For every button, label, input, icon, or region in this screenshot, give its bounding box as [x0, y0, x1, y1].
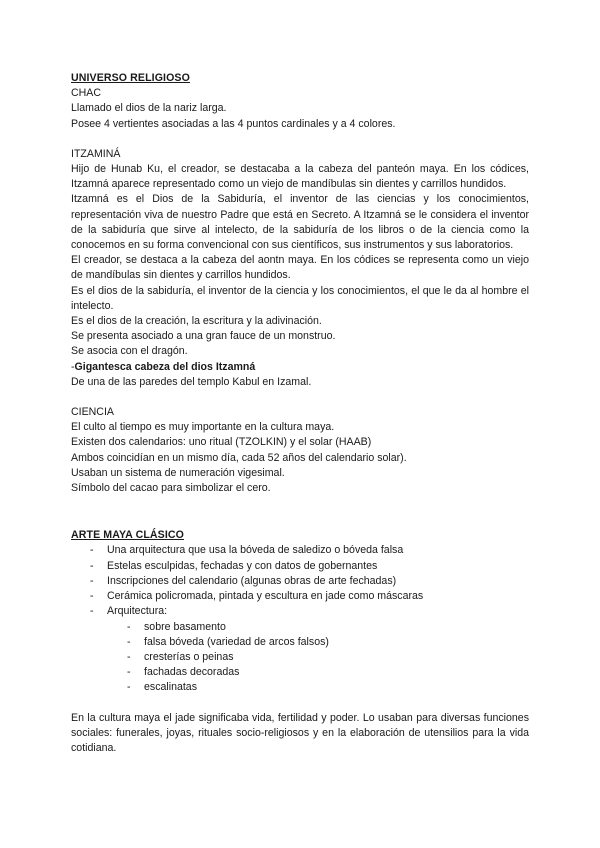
list-item: - Estelas esculpidas, fechadas y con datos de gobernantes [71, 559, 529, 574]
section-title-universo: UNIVERSO RELIGIOSO [71, 72, 190, 84]
ciencia-line: Símbolo del cacao para simbolizar el cero. [71, 482, 271, 495]
caption-sub: De una de las paredes del templo Kabul en Izamal. [71, 375, 312, 388]
document-page [71, 71, 529, 756]
ciencia-line: Usaban un sistema de numeración vigesimal. [71, 466, 285, 479]
itzamna-line: Se presenta asociado a una gran fauce de un monstruo. [71, 330, 336, 343]
itzamna-line: Se asocia con el dragón. [71, 345, 188, 358]
ciencia-heading: CIENCIA [71, 406, 114, 419]
arquitectura-sublist [71, 620, 529, 696]
arte-list [71, 543, 529, 619]
chac-line: Llamado el dios de la nariz larga. [71, 102, 227, 115]
list-item: - Inscripciones del calendario (algunas obras de arte fechadas) [71, 574, 529, 589]
ciencia-line: El culto al tiempo es muy importante en la cultura maya. [71, 421, 335, 434]
itzamna-line: Es el dios de la creación, la escritura y la adivinación. [71, 315, 322, 328]
chac-line: Posee 4 vertientes asociadas a las 4 puntos cardinales y a 4 colores. [71, 117, 396, 130]
itzamna-paragraph: Hijo de Hunab Ku, el creador, se destacaba a la cabeza del panteón maya. En los códices, Itzamná aparece representado como un viejo de mandíbulas sin dientes y carrillos hundidos. [71, 163, 529, 191]
closing-paragraph: En la cultura maya el jade significaba vida, fertilidad y poder. Lo usaban para diversas funciones sociales: funerales, joyas, rituales socio-religiosos y en la elaboración de utensilios para la vida cotidiana. [71, 711, 529, 754]
itzamna-heading: ITZAMINÁ [71, 147, 121, 160]
itzamna-paragraph: Es el dios de la sabiduría, el inventor de la ciencia y los conocimientos, el que le da al hombre el intelecto. [71, 284, 529, 312]
list-item: - Cerámica policromada, pintada y escultura en jade como máscaras [71, 589, 529, 604]
sub-list-item: - fachadas decoradas [71, 665, 529, 680]
ciencia-line: Ambos coincidían en un mismo día, cada 52 años del calendario solar). [71, 451, 407, 464]
caption-dash: - [71, 360, 75, 373]
sub-list-item: - cresterías o peinas [71, 650, 529, 665]
chac-heading: CHAC [71, 87, 102, 100]
caption-bold: Gigantesca cabeza del dios Itzamná [74, 360, 256, 373]
list-item: - Arquitectura: [71, 604, 529, 619]
image-caption [71, 360, 529, 375]
itzamna-paragraph: Itzamná es el Dios de la Sabiduría, el inventor de las ciencias y los conocimientos, representación viva de nuestro Padre que está en Secreto. A Itzamná se le considera el inventor de la sabiduría que sirve al intelecto, de la sabiduría de los libros o de la ciencia como la conocemos en su forma convencional con sus científicos, sus instrumentos y sus laboratorios. [71, 193, 529, 252]
sub-list-item: - falsa bóveda (variedad de arcos falsos) [71, 635, 529, 650]
list-item: - Una arquitectura que usa la bóveda de saledizo o bóveda falsa [71, 543, 529, 558]
sub-list-item: - sobre basamento [71, 620, 529, 635]
section-title-arte: ARTE MAYA CLÁSICO [71, 529, 184, 542]
ciencia-line: Existen dos calendarios: uno ritual (TZOLKIN) y el solar (HAAB) [71, 436, 372, 449]
sub-list-item: - escalinatas [71, 680, 529, 695]
itzamna-paragraph: El creador, se destaca a la cabeza del aontn maya. En los códices se representa como un viejo de mandíbulas sin dientes y carrillos hundidos. [71, 254, 529, 282]
